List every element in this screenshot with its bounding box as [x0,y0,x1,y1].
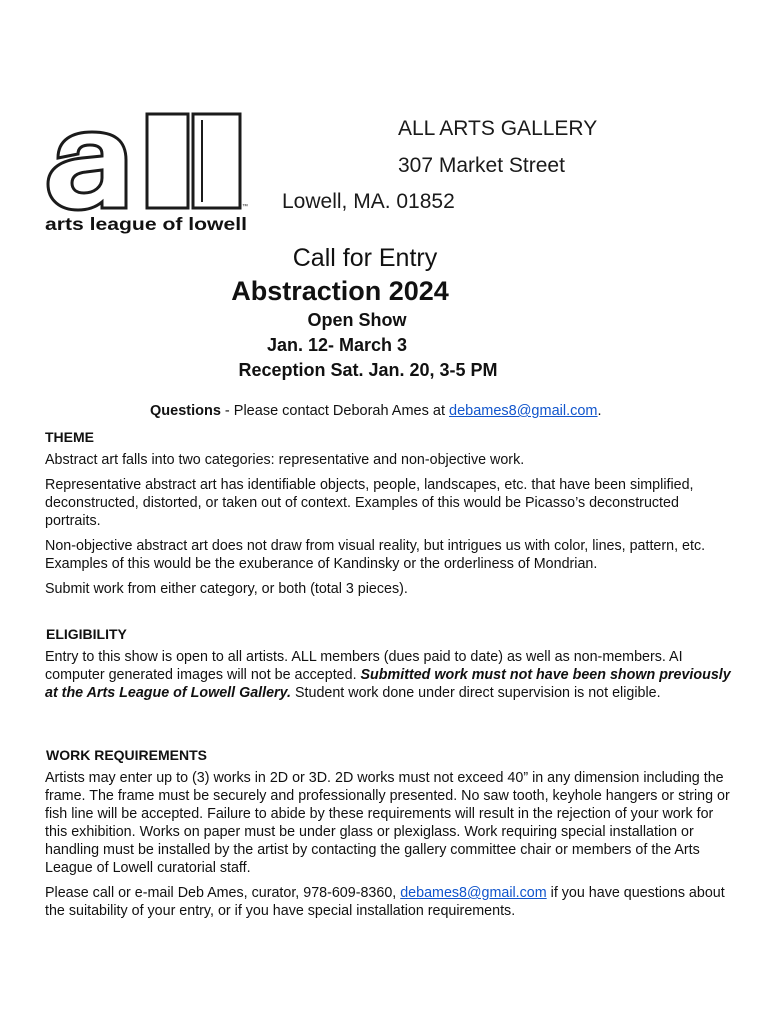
trademark-mark: ™ [242,204,248,210]
contact-text-2: if you have questions about the suitability of your entry, or if you have special installation requirements. [45,885,725,919]
theme-paragraph-3: Non-objective abstract art does not draw from visual reality, but intrigues us with color, lines, pattern, etc. Examples of this would be the exuberance of Kandinsky or the orderliness of Mondrian. [45,538,706,572]
questions-label: Questions [150,403,221,419]
eligibility-paragraph [45,648,735,702]
theme-paragraph-4: Submit work from either category, or both (total 3 pieces). [45,581,408,597]
eligibility-heading: ELIGIBILITY [46,626,127,642]
contact-text-1: Please call or e-mail Deb Ames, curator, 978-609-8360, [45,885,401,901]
show-type: Open Show [307,310,407,330]
questions-line [150,403,602,419]
curator-email-link[interactable]: debames8@gmail.com [400,885,547,901]
logo-mark [44,112,250,234]
theme-paragraph-1: Abstract art falls into two categories: representative and non-objective work. [45,452,525,468]
eligibility-text-2: Student work done under direct supervision is not eligible. [291,685,661,701]
call-for-entry: Call for Entry [292,244,438,272]
eligibility-emphasis: Submitted work must not have been shown previously at the Arts League of Lowell Gallery. [45,667,731,701]
show-dates: Jan. 12- March 3 [266,335,408,355]
reception-info: Reception Sat. Jan. 20, 3-5 PM [238,360,498,380]
questions-end: . [597,403,602,419]
arts-league-logo [44,112,250,234]
work-requirements-paragraph: Artists may enter up to (3) works in 2D or 3D. 2D works must not exceed 40” in any dimension including the frame. The frame must be securely and professionally presented. No saw tooth, keyhole hangers or string or fish line will be accepted. Failure to abide by these requirements will result in the rejection of your work for this exhibition. Works on paper must be under glass or plexiglass. Work requiring special installation or handling must be installed by the artist by contacting the gallery committee chair or members of the Arts League of Lowell curatorial staff. [45,770,730,876]
contact-paragraph [45,884,735,920]
page-title: Abstraction 2024 [231,276,449,306]
work-requirements-heading: WORK REQUIREMENTS [46,747,207,763]
logo-text: arts league of lowell [45,214,247,234]
theme-paragraph-2: Representative abstract art has identifiable objects, people, landscapes, etc. that have been simplified, deconstructed, distorted, or taken out of context. Examples of this would be Picasso’s deconstructed portraits. [45,477,694,529]
questions-text: - Please contact Deborah Ames at [220,403,449,419]
theme-heading: THEME [45,429,94,445]
city-state-zip: Lowell, MA. 01852 [282,190,455,213]
contact-email-link[interactable]: debames8@gmail.com [449,403,598,419]
eligibility-text-1: Entry to this show is open to all artists. ALL members (dues paid to date) as well as non-members. AI computer generated images will not be accepted. [45,649,683,683]
gallery-name: ALL ARTS GALLERY [398,117,598,140]
street-address: 307 Market Street [398,154,565,177]
